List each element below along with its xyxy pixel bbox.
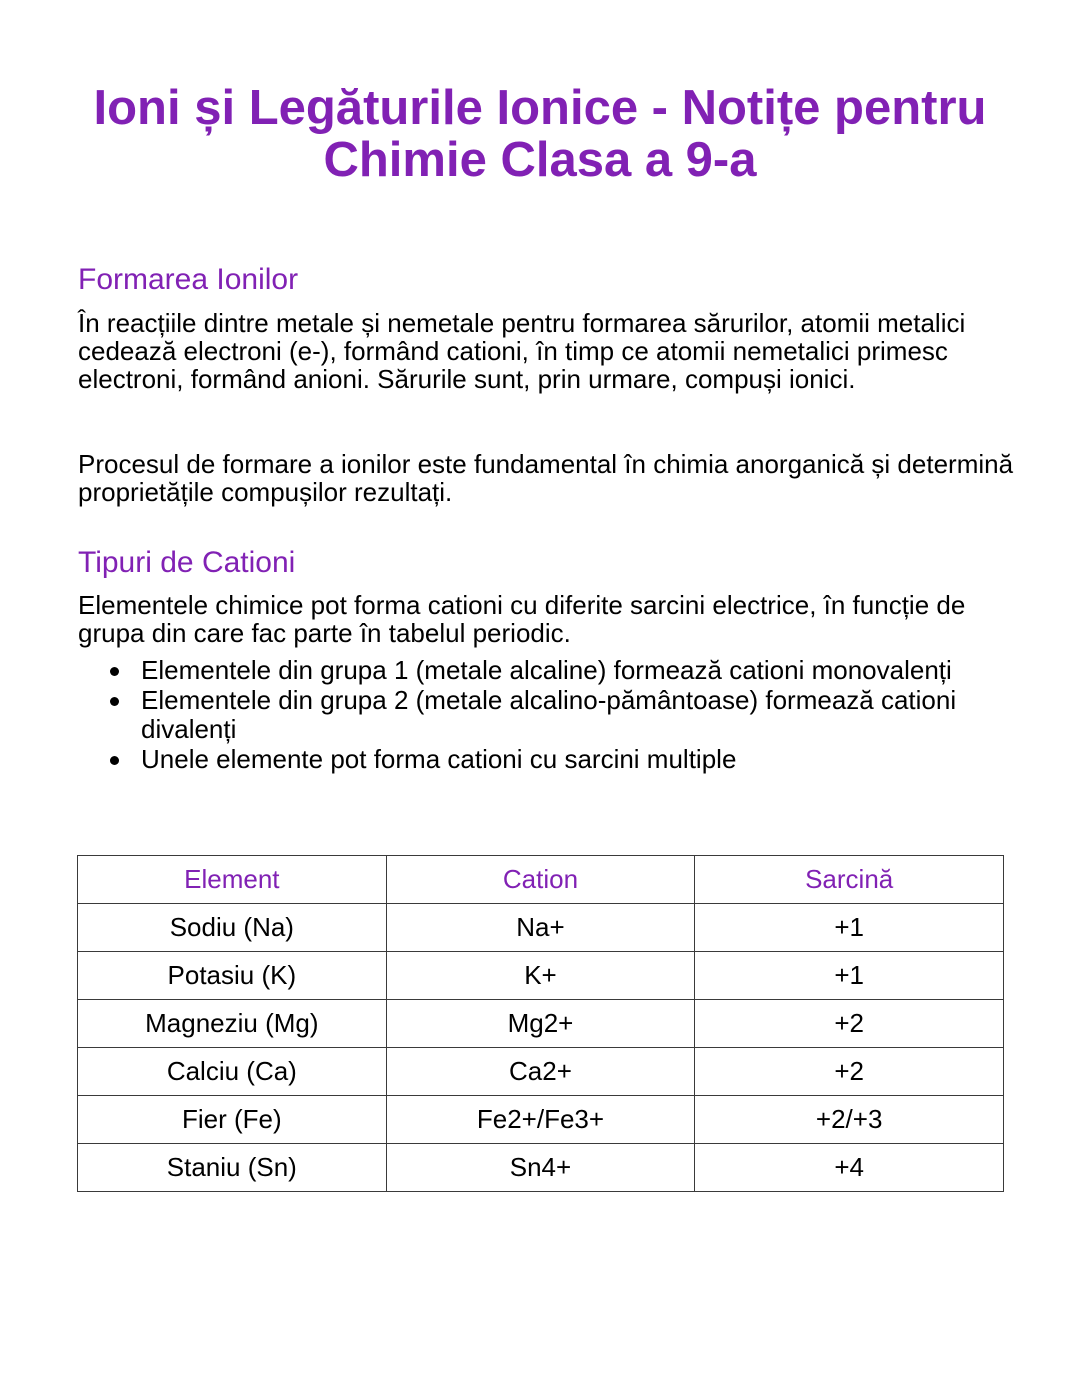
cell-charge: +4 [695, 1144, 1004, 1192]
cell-cation: K+ [386, 952, 695, 1000]
bullet-item: Unele elemente pot forma cationi cu sarcini multiple [108, 745, 988, 774]
table-header-row [78, 856, 1004, 904]
cation-table [77, 855, 1004, 1192]
cell-element: Sodiu (Na) [78, 904, 387, 952]
cell-element: Staniu (Sn) [78, 1144, 387, 1192]
page-title: Ioni și Legăturile Ionice - Notițe pentru Chimie Clasa a 9-a [93, 81, 987, 187]
paragraph-ion-formation: În reacțiile dintre metale și nemetale pentru formarea sărurilor, atomii metalici cedează electroni (e-), formând cationi, în timp ce atomii nemetalici primesc electroni, formând anioni. Sărurile sunt, prin urmare, compuși ionici. [78, 308, 966, 394]
header-cation: Cation [386, 856, 695, 904]
section-heading-cation-types: Tipuri de Cationi [78, 546, 296, 579]
cation-bullet-list [108, 656, 988, 775]
table-row [78, 1048, 1004, 1096]
cell-cation: Fe2+/Fe3+ [386, 1096, 695, 1144]
cell-cation: Mg2+ [386, 1000, 695, 1048]
cell-charge: +1 [695, 904, 1004, 952]
cell-charge: +1 [695, 952, 1004, 1000]
section-heading-ion-formation: Formarea Ionilor [78, 263, 299, 296]
header-charge: Sarcină [695, 856, 1004, 904]
cell-element: Calciu (Ca) [78, 1048, 387, 1096]
cell-element: Fier (Fe) [78, 1096, 387, 1144]
cell-element: Magneziu (Mg) [78, 1000, 387, 1048]
cell-cation: Ca2+ [386, 1048, 695, 1096]
cell-cation: Sn4+ [386, 1144, 695, 1192]
table-row [78, 952, 1004, 1000]
paragraph-ion-process: Procesul de formare a ionilor este fundamental în chimia anorganică și determină proprietățile compușilor rezultați. [78, 449, 1014, 507]
table-row [78, 1096, 1004, 1144]
cell-charge: +2/+3 [695, 1096, 1004, 1144]
table-row [78, 1000, 1004, 1048]
header-element: Element [78, 856, 387, 904]
table-row [78, 904, 1004, 952]
bullet-item: Elementele din grupa 2 (metale alcalino-pământoase) formează cationi divalenți [108, 686, 988, 744]
cell-cation: Na+ [386, 904, 695, 952]
paragraph-cation-intro: Elementele chimice pot forma cationi cu diferite sarcini electrice, în funcție de grupa din care fac parte în tabelul periodic. [78, 590, 966, 648]
cell-charge: +2 [695, 1048, 1004, 1096]
table-row [78, 1144, 1004, 1192]
cell-charge: +2 [695, 1000, 1004, 1048]
bullet-item: Elementele din grupa 1 (metale alcaline) formează cationi monovalenți [108, 656, 988, 685]
cell-element: Potasiu (K) [78, 952, 387, 1000]
